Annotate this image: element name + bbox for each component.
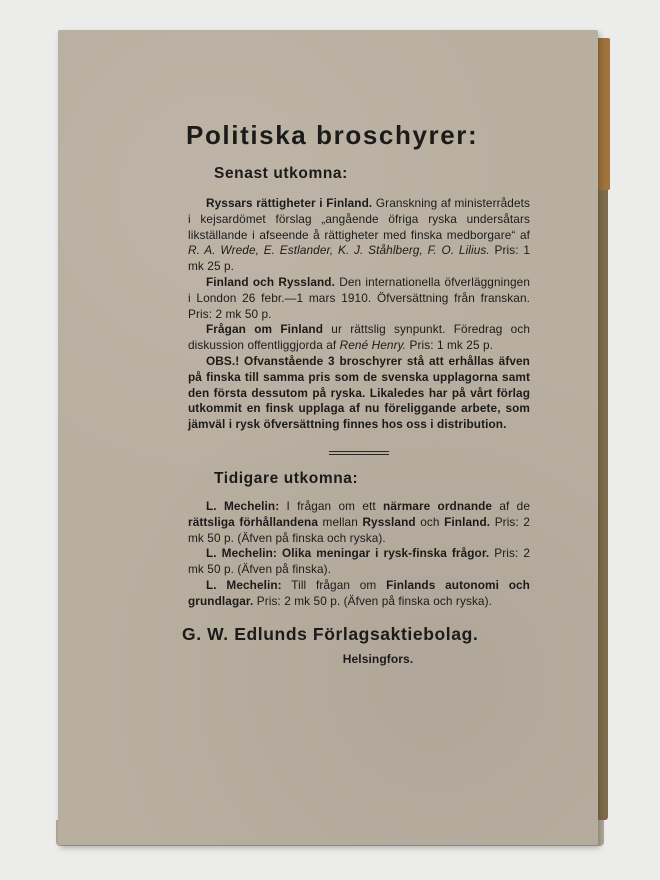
item-emphasis: Finland. — [444, 514, 491, 529]
item-author: René Henry. — [339, 338, 407, 353]
section-heading-earlier: Tidigare utkomna: — [214, 469, 359, 487]
listing-item — [188, 578, 530, 610]
item-text: Till frågan om — [281, 577, 387, 592]
obs-note: OBS.! Ofvanstående 3 broschyrer stå att erhållas äfven på finska till samma pris som de svenska upplagorna samt den första dessutom på ryska. Likaledes har på vårt förlag utkommit en finsk upplaga af nu föreliggande arbete, som jämväl i rysk öfversättning finnes hos oss i distribution. — [188, 353, 530, 432]
spine-edge — [596, 38, 610, 190]
listing-item — [188, 196, 530, 275]
item-price: Pris: 1 mk 25 p. — [188, 243, 530, 274]
listing-item — [188, 322, 530, 354]
item-price: Pris: 2 mk 50 p. (Äfven på finska och ryska). — [253, 593, 493, 608]
cover-text — [182, 118, 531, 667]
page-title: Politiska broschyrer: — [186, 120, 479, 150]
item-author: L. Mechelin: — [206, 498, 280, 513]
item-text: I frågan om ett — [279, 498, 384, 513]
item-emphasis: rättsliga förhållandena — [188, 514, 318, 529]
item-title: Olika meningar i rysk-finska frågor. — [276, 546, 490, 561]
divider-rule — [329, 451, 389, 455]
item-price: Pris: 1 mk 25 p. — [406, 338, 494, 353]
publisher-name: G. W. Edlunds Förlagsaktiebolag. — [182, 623, 479, 644]
item-price: Pris: 2 mk 50 p. (Äfven på finska och ryska). — [188, 514, 531, 545]
item-title: Frågan om Finland — [206, 322, 324, 337]
listing-item — [188, 275, 530, 322]
item-text: Den internationella öfverläggningen i London 26 febr.—1 mars 1910. Öfversättning från franskan. Pris: 2 mk 50 p. — [188, 274, 530, 321]
item-emphasis: Ryssland — [362, 514, 416, 529]
item-title: Ryssars rättigheter i Finland. — [206, 196, 373, 210]
item-price: Pris: 2 mk 50 p. (Äfven på finska). — [188, 546, 530, 577]
listing-item — [188, 546, 530, 578]
item-title: Finland och Ryssland. — [206, 274, 335, 289]
item-author: L. Mechelin: — [206, 546, 277, 561]
listing-item — [188, 499, 530, 546]
item-author: L. Mechelin: — [206, 577, 282, 592]
item-text: Granskning af ministerrådets i kejsardömet förslag „angående öfriga ryska undersåtars likställande i afseende å rättigheter med finska medborgare“ af — [188, 196, 530, 242]
item-text: ur rättslig synpunkt. Föredrag och diskussion offentliggjorda af — [188, 322, 530, 353]
item-title: Finlands autonomi och grundlagar. — [188, 577, 530, 608]
item-text: mellan — [317, 514, 363, 529]
publisher-city: Helsingfors. — [342, 651, 414, 666]
item-text: och — [415, 514, 445, 529]
item-authors: R. A. Wrede, E. Estlander, K. J. Ståhlberg, F. O. Lilius. — [188, 243, 490, 258]
item-text: af de — [492, 498, 530, 513]
section-heading-recent: Senast utkomna: — [214, 165, 348, 182]
item-emphasis: närmare ordnande — [383, 498, 493, 513]
